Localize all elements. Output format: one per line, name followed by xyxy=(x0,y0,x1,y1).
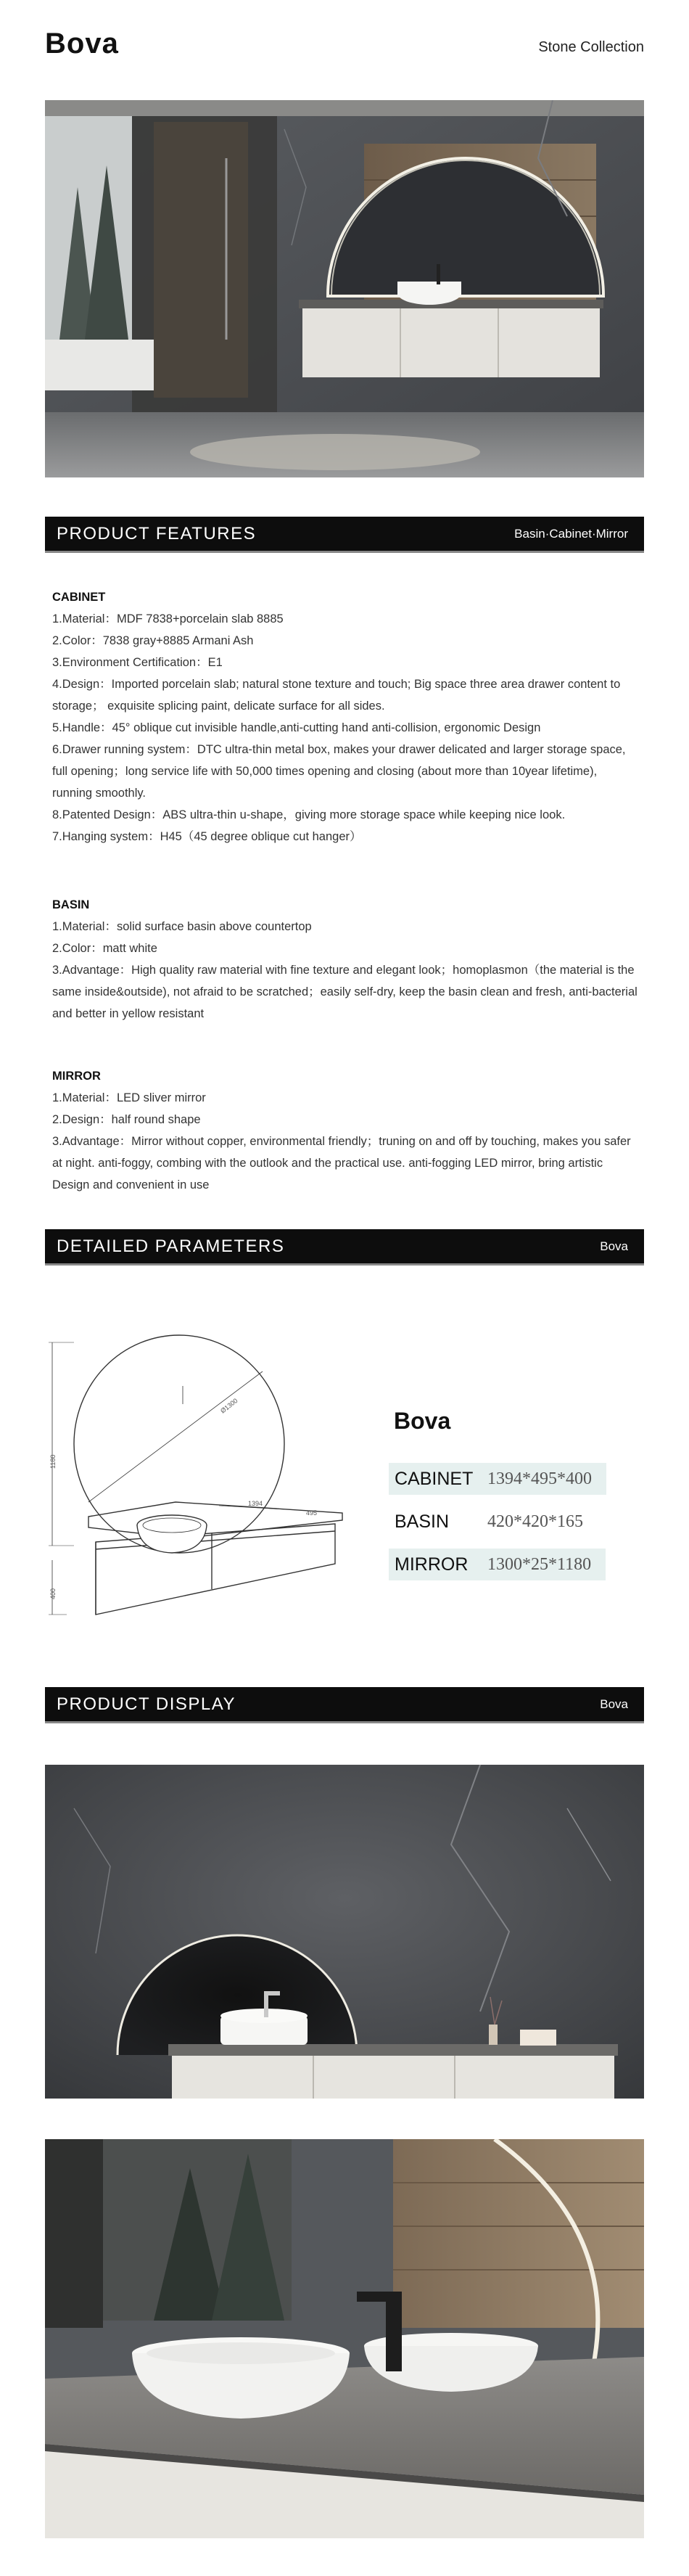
technical-drawing xyxy=(45,1328,357,1633)
basin-specs xyxy=(52,894,640,1025)
display-image-1 xyxy=(45,1765,644,2099)
brand-title: Bova xyxy=(45,28,119,60)
basin-line: 1.Material：solid surface basin above countertop xyxy=(52,920,312,933)
cabinet-line: 7.Hanging system：H45（45 degree oblique cut hanger） xyxy=(52,830,362,843)
display-image-2 xyxy=(45,2139,644,2538)
param-name: BASIN xyxy=(395,1511,450,1532)
parameters-section-bar xyxy=(45,1229,644,1266)
cabinet-width-label: 1394 xyxy=(248,1500,263,1507)
display-section-bar xyxy=(45,1687,644,1723)
param-value: 1300*25*1180 xyxy=(487,1549,606,1580)
cabinet-specs xyxy=(52,586,640,848)
cabinet-line: 4.Design：Imported porcelain slab; natural stone texture and touch; Big space three area drawer content to storage； exquisite splicing paint, delicate surface for all sides. xyxy=(52,678,621,713)
parameters-brand: Bova xyxy=(394,1408,451,1434)
param-row-cabinet xyxy=(389,1463,606,1495)
cabinet-height-label: 400 xyxy=(49,1588,57,1599)
collection-label: Stone Collection xyxy=(538,39,644,55)
display-title: PRODUCT DISPLAY xyxy=(57,1694,236,1714)
cabinet-line: 2.Color：7838 gray+8885 Armani Ash xyxy=(52,634,254,647)
parameters-title: DETAILED PARAMETERS xyxy=(57,1236,285,1256)
param-name: MIRROR xyxy=(389,1549,487,1580)
mirror-line: 1.Material：LED sliver mirror xyxy=(52,1091,206,1104)
cabinet-line: 6.Drawer running system：DTC ultra-thin metal box, makes your drawer delicated and larger storage space, full opening；long service life with 50,000 times opening and closing (about more than 10year lifetime), running smoothly. xyxy=(52,743,626,800)
parameters-tag: Bova xyxy=(600,1239,628,1253)
cabinet-line: 8.Patented Design：ABS ultra-thin u-shape，giving more storage space while keeping nice look. xyxy=(52,808,566,821)
cabinet-title: CABINET xyxy=(52,591,106,604)
features-section-bar xyxy=(45,517,644,553)
param-name: CABINET xyxy=(389,1463,487,1495)
mirror-specs xyxy=(52,1065,640,1196)
param-row-basin xyxy=(389,1506,598,1538)
mirror-title: MIRROR xyxy=(52,1070,101,1083)
hero-image xyxy=(45,100,644,477)
mirror-line: 3.Advantage：Mirror without copper, environmental friendly；truning on and off by touching, makes you safer at night. anti-foggy, combing with the outlook and the practical use. anti-fogging LED mirror, bring artistic Design and convenient in use xyxy=(52,1135,631,1191)
cabinet-depth-label: 495 xyxy=(306,1509,318,1517)
basin-title: BASIN xyxy=(52,898,90,911)
param-value: 1394*495*400 xyxy=(487,1463,606,1495)
display-tag: Bova xyxy=(600,1697,628,1711)
mirror-line: 2.Design：half round shape xyxy=(52,1113,201,1126)
features-tag: Basin·Cabinet·Mirror xyxy=(514,526,628,541)
basin-line: 2.Color：matt white xyxy=(52,942,157,955)
mirror-diameter-label: Ø1300 xyxy=(219,1397,239,1415)
cabinet-line: 1.Material：MDF 7838+porcelain slab 8885 xyxy=(52,612,284,625)
features-title: PRODUCT FEATURES xyxy=(57,523,257,543)
cabinet-line: 3.Environment Certification：E1 xyxy=(52,656,223,669)
param-row-mirror xyxy=(389,1549,606,1580)
basin-line: 3.Advantage：High quality raw material with fine texture and elegant look；homoplasmon（the material is the same inside&outside), not afraid to be scratched；easily self-dry, keep the basin clean and fresh, anti-bacterial and better in yellow resistant xyxy=(52,964,638,1020)
param-value: 420*420*165 xyxy=(487,1511,583,1531)
cabinet-line: 5.Handle：45° oblique cut invisible handle,anti-cutting hand anti-collision, ergonomic Design xyxy=(52,721,541,734)
height-label: 1180 xyxy=(49,1454,57,1469)
